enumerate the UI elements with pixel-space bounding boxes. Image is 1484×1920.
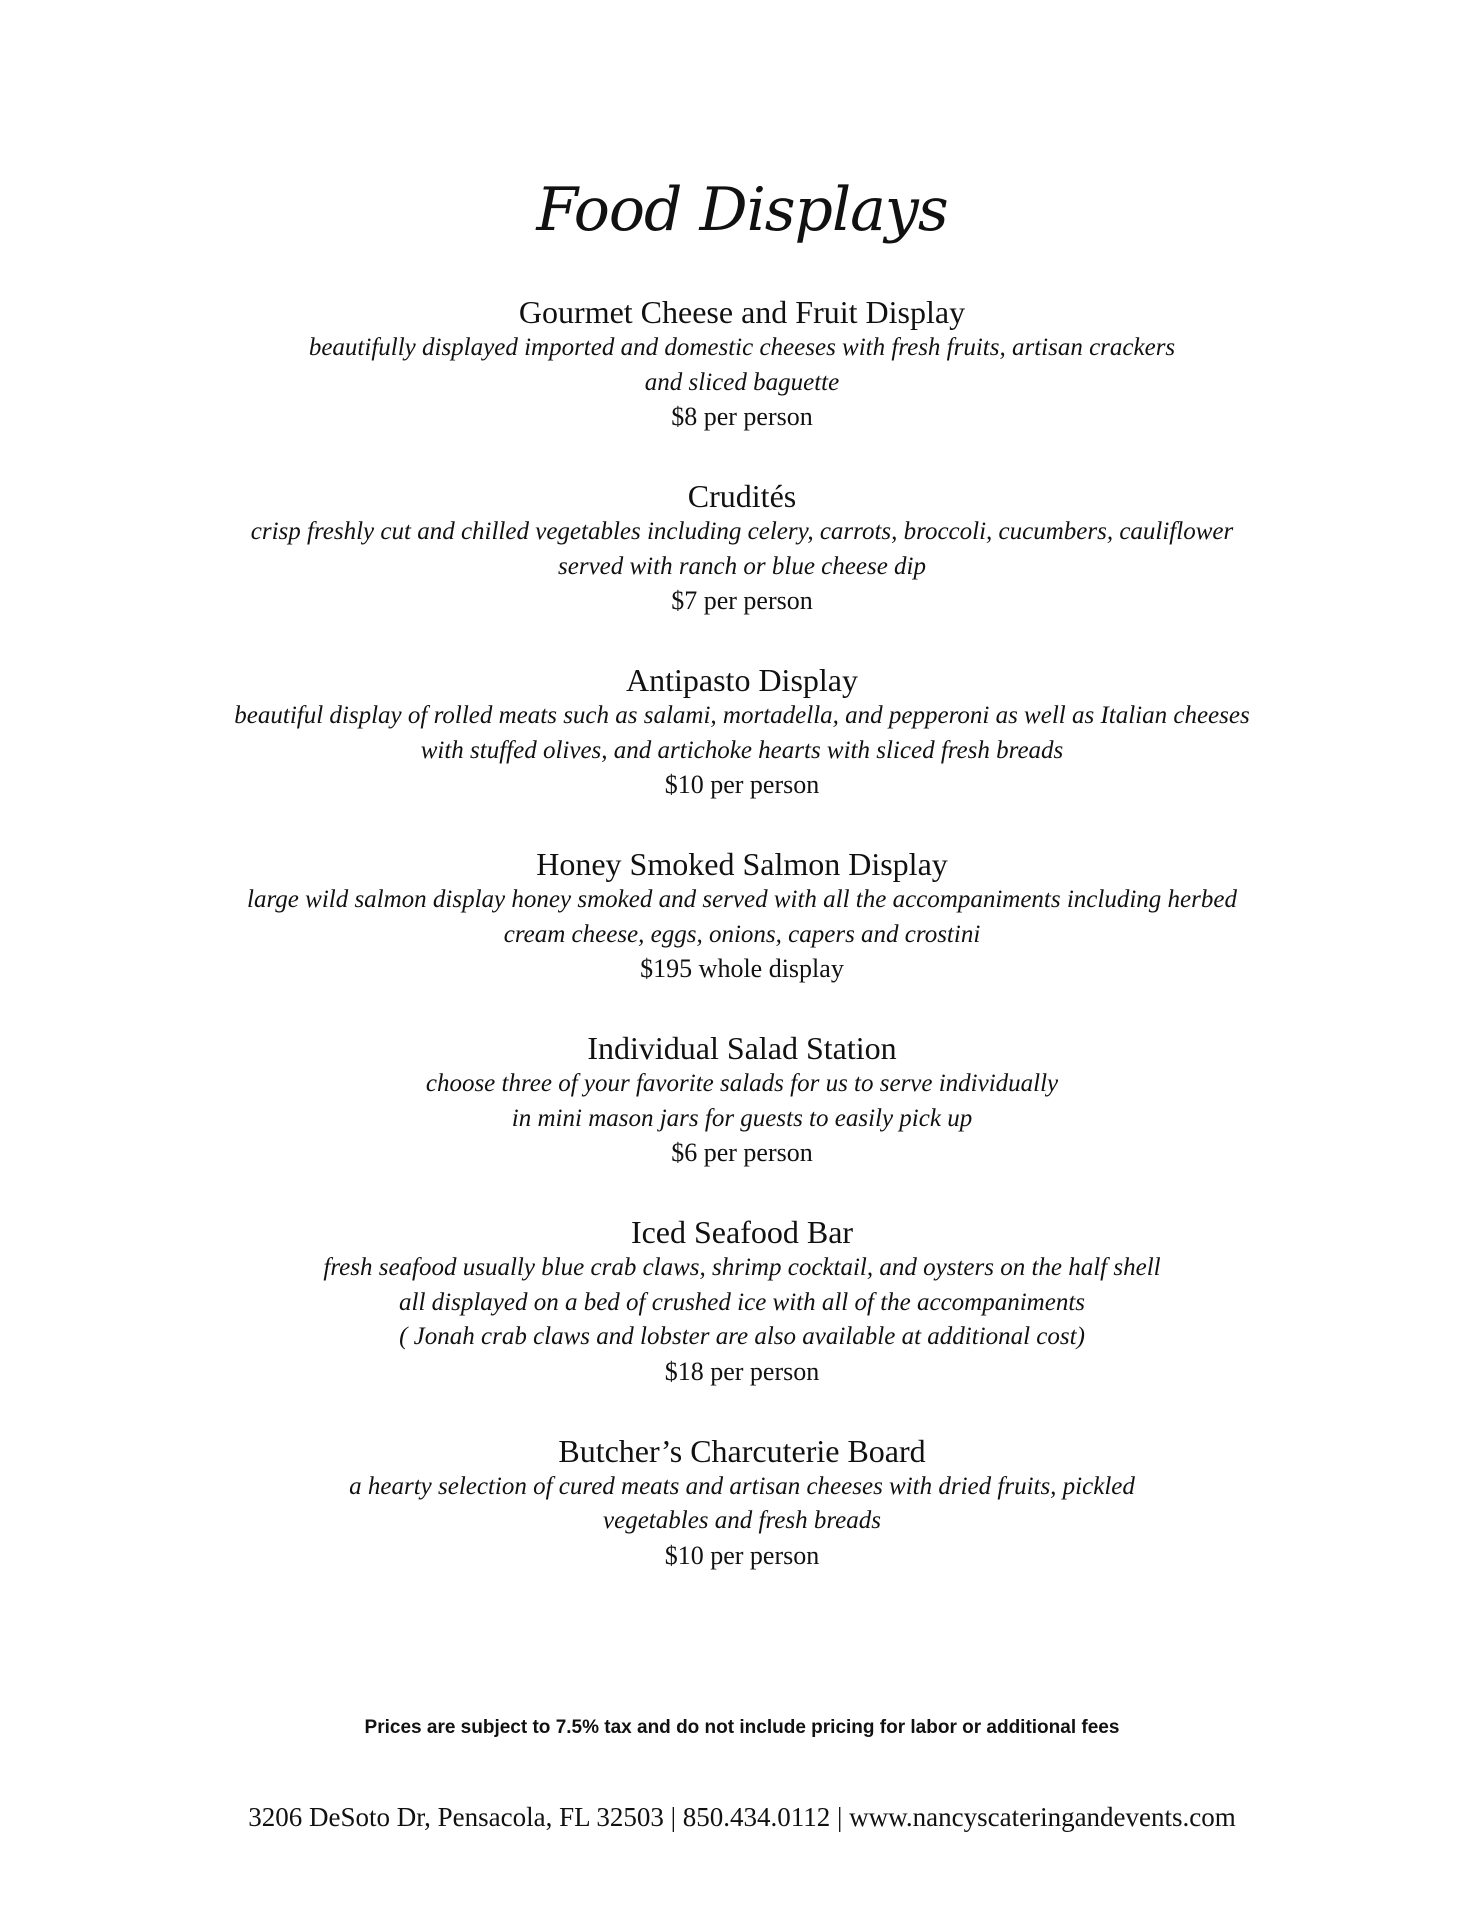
menu-item	[0, 1029, 1484, 1170]
item-price: $195 whole display	[640, 954, 844, 983]
item-name: Honey Smoked Salmon Display	[536, 846, 948, 882]
item-description: beautifully displayed imported and domestic cheeses with fresh fruits, artisan crackers and sliced baguette	[308, 334, 1176, 396]
menu-item	[0, 661, 1484, 802]
item-description: large wild salmon display honey smoked and served with all the accompaniments including herbed cream cheese, eggs, onions, capers and crostini	[247, 886, 1237, 948]
contact-footer: 3206 DeSoto Dr, Pensacola, FL 32503 | 850.434.0112 | www.nancyscateringandevents.com	[248, 1802, 1236, 1832]
item-name: Butcher’s Charcuterie Board	[558, 1432, 926, 1469]
item-description: choose three of your favorite salads for us to serve individually in mini mason jars for guests to easily pick up	[425, 1070, 1059, 1132]
item-name: Iced Seafood Bar	[630, 1214, 854, 1250]
item-description: crisp freshly cut and chilled vegetables including celery, carrots, broccoli, cucumbers, cauliflower served with ranch or blue cheese dip	[250, 518, 1234, 580]
item-name: Crudités	[687, 478, 797, 514]
item-name: Individual Salad Station	[587, 1030, 897, 1066]
pricing-note: Prices are subject to 7.5% tax and do not include pricing for labor or additional fees	[364, 1717, 1120, 1738]
item-price: $6 per person	[671, 1138, 813, 1167]
menu-item	[0, 293, 1484, 434]
item-price: $10 per person	[664, 770, 820, 799]
page-title: Food Displays	[536, 175, 948, 245]
item-name: Gourmet Cheese and Fruit Display	[518, 294, 966, 330]
item-price: $8 per person	[671, 402, 813, 431]
menu-items	[0, 293, 1484, 1616]
item-name: Antipasto Display	[626, 662, 858, 698]
menu-item	[0, 1213, 1484, 1389]
item-price: $7 per person	[671, 586, 813, 615]
item-description: fresh seafood usually blue crab claws, shrimp cocktail, and oysters on the half shell all displayed on a bed of crushed ice with all of the accompaniments ( Jonah crab claws and lobster are also available at additional cost)	[323, 1254, 1161, 1350]
menu-item	[0, 845, 1484, 986]
item-price: $10 per person	[664, 1540, 820, 1570]
menu-item	[0, 477, 1484, 618]
item-price: $18 per person	[664, 1356, 820, 1386]
menu-item	[0, 1432, 1484, 1573]
item-description: a hearty selection of cured meats and artisan cheeses with dried fruits, pickled vegetables and fresh breads	[349, 1472, 1135, 1534]
item-description: beautiful display of rolled meats such as salami, mortadella, and pepperoni as well as Italian cheeses with stuffed olives, and artichoke hearts with sliced fresh breads	[234, 702, 1250, 764]
